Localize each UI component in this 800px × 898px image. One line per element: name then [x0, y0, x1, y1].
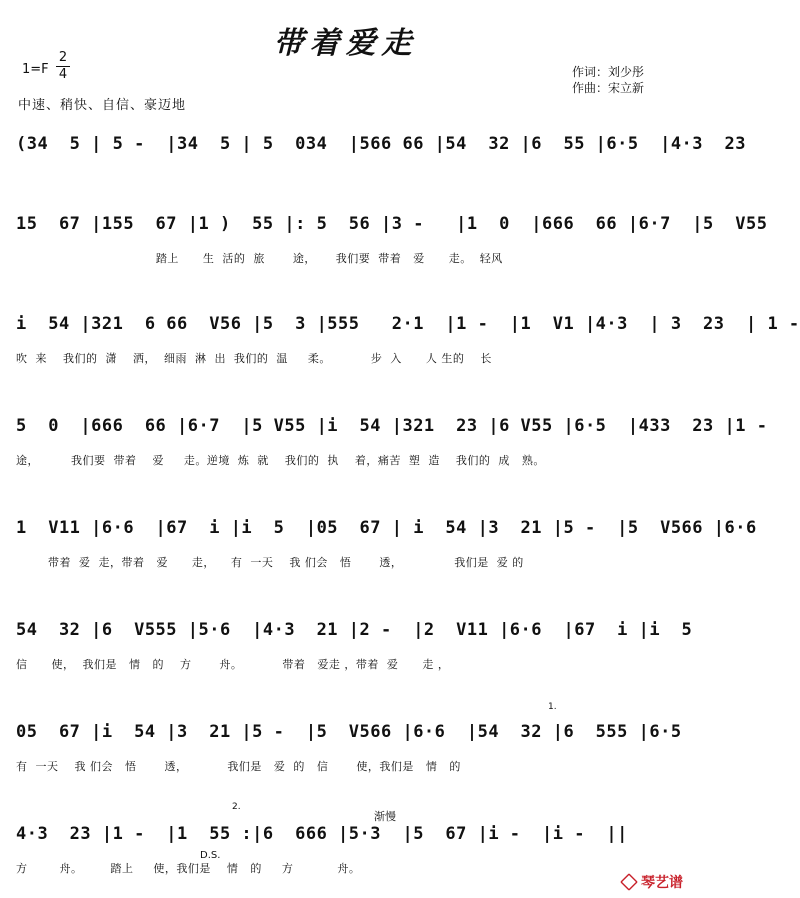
time-top: 2: [58, 50, 68, 65]
composer: 作曲：宋立新: [572, 81, 645, 95]
watermark-logo-icon: [620, 873, 638, 891]
notes-line: 05 67 |i 54 |3 21 |5 - |5 V566 |6·6 |54 32 |6 555 |6·5: [16, 722, 682, 742]
lyrics-line: 途， 我们要 带着 爱 走。逆境 炼 就 我们的 执 着，痛苦 塑 造 我们的 成 熟。: [16, 454, 545, 467]
lyrics-line: 信 使， 我们是 情 的 方 舟。 带着 爱走 ，带着 爱 走 ，: [16, 658, 450, 671]
staff-row-2: [0, 214, 768, 278]
time-bottom: 4: [56, 66, 70, 83]
notes-line: (34 5 | 5 - |34 5 | 5 034 |566 66 |54 32 |6 55 |6·5 |4·3 23: [16, 134, 746, 154]
notes-line: i 54 |321 6 66 V56 |5 3 |555 2·1 |1 - |1 V1 |4·3 | 3 23 | 1 -: [16, 314, 800, 334]
staff-row-3: [0, 314, 800, 378]
lyrics-line: 踏上 生 活的 旅 途， 我们要 带着 爱 走。 轻风: [16, 252, 503, 265]
watermark: [620, 872, 683, 892]
time-signature: [56, 50, 70, 83]
lyrics-line: 吹 来 我们的 潇 洒， 细雨 淋 出 我们的 温 柔。 步 入 人 生的 长: [16, 352, 492, 365]
watermark-text: 琴艺谱: [641, 875, 683, 891]
notes-line: 1 V11 |6·6 |67 i |i 5 |05 67 | i 54 |3 21 |5 - |5 V566 |6·6: [16, 518, 757, 538]
lyrics-line: 带着 爱 走，带着 爱 走， 有 一天 我 们会 悟 透， 我们是 爱 的: [16, 556, 524, 569]
staff-row-1: [0, 134, 746, 198]
key-signature: 1=F: [22, 62, 49, 77]
notes-line: 15 67 |155 67 |1 ) 55 |: 5 56 |3 - |1 0 |666 66 |6·7 |5 V55: [16, 214, 768, 234]
ritardando-marking: 渐慢: [374, 810, 396, 823]
ds-marking: D.S.: [200, 850, 221, 861]
first-ending-label: 1.: [548, 702, 557, 712]
credits: [572, 64, 644, 96]
staff-row-5: [0, 518, 757, 582]
staff-row-4: [0, 416, 768, 480]
lyrics-line: 有 一天 我 们会 悟 透， 我们是 爱 的 信 使，我们是 情 的: [16, 760, 461, 773]
lyricist: 作词：刘少彤: [572, 65, 645, 79]
notes-line: 54 32 |6 V555 |5·6 |4·3 21 |2 - |2 V11 |6·6 |67 i |i 5: [16, 620, 693, 640]
notes-line: 5 0 |666 66 |6·7 |5 V55 |i 54 |321 23 |6 V55 |6·5 |433 23 |1 -: [16, 416, 768, 436]
second-ending-label: 2.: [232, 802, 241, 812]
page-title: 带着爱走: [273, 26, 418, 61]
staff-row-7: [0, 702, 691, 786]
tempo-marking: 中速、稍快、自信、豪迈地: [18, 98, 187, 113]
notes-line: 4·3 23 |1 - |1 55 :|6 666 |5·3 |5 67 |i - |i - ||: [16, 824, 628, 844]
lyrics-line: 方 舟。 踏上 使，我们是 情 的 方 舟。: [16, 862, 361, 875]
staff-row-6: [0, 620, 691, 684]
